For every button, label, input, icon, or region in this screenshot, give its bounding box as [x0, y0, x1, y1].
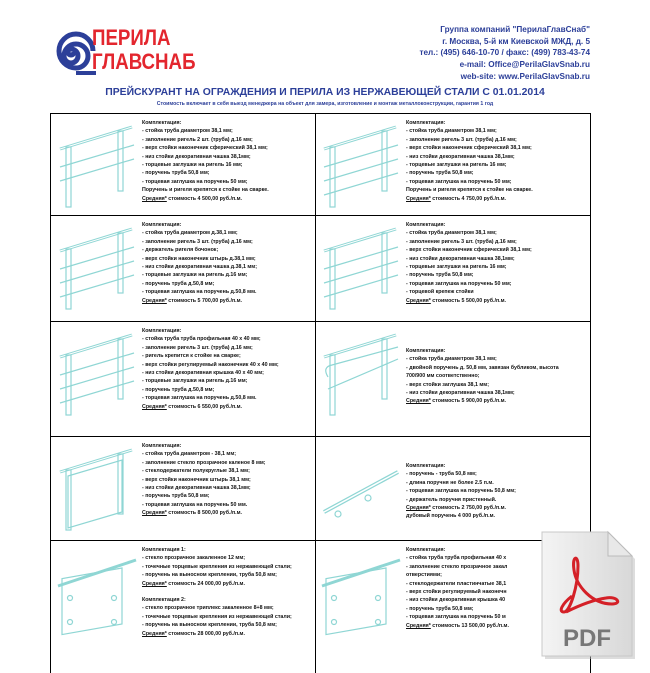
spec-line: - стойка труба диаметром 38,1 мм; — [406, 128, 497, 135]
spec-line: - стекло прозрачное триплекс закаленное 8+8 мм; — [142, 605, 274, 612]
price: Средняя* стоимость 24 000,00 руб./п.м. — [142, 580, 245, 587]
spec-line: - поручень на выносном креплении, труба 50,8 мм; — [142, 622, 277, 629]
railing-illustration — [54, 327, 140, 417]
spec-line: - заполнение ригель 3 шт. (труба) д.16 мм; — [406, 136, 517, 143]
spec-line: - заполнение ригель 2 шт. (труба) д.16 мм; — [142, 136, 253, 143]
spec-line: - точечные торцевые крепления из нержавеющей стали; — [142, 563, 292, 570]
railing-illustration — [318, 327, 404, 417]
spec-line: - поручень труба д.50,8 мм; — [142, 386, 215, 393]
spec-line: - поручень труба 50,8 мм; — [142, 170, 210, 177]
spec-line: - торцевой крепеж стойки — [406, 289, 474, 296]
spec-line: - торцевая заглушка на поручень 50 м — [406, 614, 506, 621]
spec-line: - заполнение стекло прозрачное закал — [406, 563, 508, 570]
spec-line: - верх стойки заглушка 38,1 мм; — [406, 381, 489, 388]
spec-line: - низ стойки декоративная чашка 38,1мм; — [406, 390, 515, 397]
price-extra: дубовый поручень 4 000 руб./п.м. — [406, 513, 495, 520]
railing-illustration — [54, 119, 140, 209]
spec-line: - стойка труба диаметром д.38,1 мм; — [142, 230, 238, 237]
logo-line1: ПЕРИЛА — [92, 25, 171, 50]
spec-heading: Комплектация: — [406, 120, 446, 126]
price: Средняя* стоимость 5 900,00 руб./п.м. — [406, 398, 507, 405]
product-spec — [406, 347, 578, 406]
product-spec — [142, 442, 314, 518]
spec-line: - стойка труба труба профильная 40 х — [406, 555, 507, 562]
spec-line: - верх стойки наконечник сферический 38,1 мм; — [142, 145, 268, 152]
spec-line: - торцевая заглушка на поручень 50 мм; — [142, 178, 248, 185]
railing-illustration — [318, 221, 404, 311]
spec-line: - точечные торцевые крепления из нержавеющей стали; — [142, 613, 292, 620]
spec-heading: Комплектация: — [142, 328, 182, 334]
product-spec — [406, 221, 578, 305]
price-2: Средняя* стоимость 28 000,00 руб./п.м. — [142, 630, 245, 637]
product-spec — [142, 119, 314, 203]
spiral-logo-icon — [52, 22, 96, 78]
spec-line: - поручень труба 50,8 мм; — [142, 493, 210, 500]
price: Средняя* стоимость 4 500,00 руб./п.м. — [142, 195, 243, 202]
email-link[interactable]: e-mail: Office@PerilaGlavSnab.ru — [459, 60, 590, 70]
price: Средняя* стоимость 2 750,00 руб./п.м. — [406, 505, 507, 512]
spec-line: - низ стойки декоративная чашка 38,1мм; — [142, 153, 251, 160]
railing-illustration — [54, 546, 140, 636]
spec-line: - низ стойки декоративная крышка 40 х 40 мм; — [142, 370, 264, 377]
spec-line: - торцевая заглушка на поручень 50,8 мм; — [406, 488, 516, 495]
spec-line: - заполнение ригель 3 шт. (труба) д.16 мм; — [406, 238, 517, 245]
spec-line: - торцевые заглушки на ригель д.16 мм; — [142, 272, 248, 279]
spec-line: - поручень на выносном креплении, труба 50,8 мм; — [142, 572, 277, 579]
spec-heading: Комплектация: — [142, 443, 182, 449]
spec-line: - длина поручня не более 2.5 п.м. — [406, 479, 494, 486]
railing-illustration — [318, 119, 404, 209]
spec-line: - низ стойки декоративная чашка д.38,1 мм; — [142, 264, 257, 271]
phone: тел.: (495) 646-10-70 / факс: (499) 783-43-74 — [419, 48, 590, 58]
website-link[interactable]: web-site: www.PerilaGlavSnab.ru — [460, 71, 590, 81]
spec-heading: Комплектация: — [406, 547, 446, 553]
railing-illustration — [318, 442, 404, 532]
spec-line: - низ стойки декоративная крышка 40 — [406, 597, 506, 604]
address: г. Москва, 5-й км Киевской МЖД, д. 5 — [442, 36, 590, 46]
spec-line: - стойка труба диаметром 38,1 мм; — [406, 230, 497, 237]
spec-line: - низ стойки декоративная чашка 38,1мм; — [142, 485, 251, 492]
price: Средняя* стоимость 4 750,00 руб./п.м. — [406, 195, 507, 202]
spec-heading: Комплектация 1: — [142, 547, 186, 553]
spec-line: - верх стойки наконечник штырь д.38,1 мм; — [142, 255, 256, 262]
railing-illustration — [318, 546, 404, 636]
spec-line: - заполнение ригель 3 шт. (труба) д.16 мм; — [142, 238, 253, 245]
spec-line: - поручень - труба 50,8 мм; — [406, 471, 477, 478]
spec-heading: Комплектация: — [406, 463, 446, 469]
pdf-icon[interactable] — [532, 526, 640, 662]
spec-line: - стеклодержатели полукруглые 38,1 мм; — [142, 468, 250, 475]
spec-line: - держатель поручня пристенный. — [406, 496, 497, 503]
spec-line: - стойка труба диаметром 38,1 мм; — [406, 356, 497, 363]
spec-line: - стойка труба диаметром 38,1 мм; — [142, 128, 233, 135]
spec-line: - ригель крепится к стойке на сварке; — [142, 353, 241, 360]
spec-line: - заполнение ригель 3 шт. (труба) д.16 мм; — [142, 344, 253, 351]
spec-line: - верх стойки регулируемый наконечник 40 х 40 мм; — [142, 361, 279, 368]
spec-line: Поручень и ригеля крепятся к стойке на сварке. — [406, 187, 533, 194]
product-spec — [142, 327, 314, 411]
spec-line: - поручень труба 50,8 мм; — [406, 605, 474, 612]
spec-line: - торцевая заглушка на поручень 50 мм; — [406, 280, 512, 287]
railing-illustration — [54, 442, 140, 532]
spec-line: - торцевая заглушка на поручень д.50,8 мм. — [142, 289, 257, 296]
spec-line: - низ стойки декоративная чашка 38,1мм; — [406, 255, 515, 262]
product-spec — [406, 119, 578, 203]
product-spec — [142, 546, 314, 638]
product-spec — [406, 462, 578, 521]
spec-line: - стойка труба диаметром - 38,1 мм; — [142, 451, 237, 458]
product-spec — [142, 221, 314, 305]
spec-heading: Комплектация: — [142, 120, 182, 126]
spec-line: - поручень труба д.50,8 мм; — [142, 280, 215, 287]
spec-line: - заполнение стекло прозрачное каленое 8 мм; — [142, 459, 266, 466]
spec-line: - стойка труба труба профильная 40 х 40 мм; — [142, 336, 261, 343]
spec-line: - торцевые заглушки на ригель д.16 мм; — [142, 378, 248, 385]
price: Средняя* стоимость 6 550,00 руб./п.м. — [142, 403, 243, 410]
spec-line: - верх стойки регулируемый наконечн — [406, 589, 507, 596]
spec-line: - торцевая заглушка на поручень д.50,8 мм. — [142, 395, 257, 402]
spec-line: - двойной поручень д. 50,8 мм, завязан бубликом, высота 700/900 мм соответственно; — [406, 364, 559, 380]
spec-line: отверстиями; — [406, 572, 442, 579]
spec-line: Поручень и ригеля крепятся к стойке на сварке. — [142, 187, 269, 194]
spec-line: - стеклодержатели пластинчатые 38,1 — [406, 580, 507, 587]
spec-heading: Комплектация: — [406, 348, 446, 354]
price: Средняя* стоимость 5 700,00 руб./п.м. — [142, 297, 243, 304]
price: Средняя* стоимость 5 500,00 руб./п.м. — [406, 297, 507, 304]
company-logo — [52, 22, 196, 78]
spec-line: - торцевые заглушки на ригель 16 мм; — [406, 162, 507, 169]
spec-line: - торцевые заглушки на ригель 16 мм; — [142, 162, 243, 169]
spec-line: - держатель ригеля бочонок; — [142, 247, 219, 254]
page-subtitle: Стоимость включает в себя выезд менеджера на объект для замера, изготовление и монтаж металлоконструкции, гарантия 1 год — [156, 101, 494, 107]
spec-line: - низ стойки декоративная чашка 38,1мм; — [406, 153, 515, 160]
spec-line: - торцевые заглушки на ригель 16 мм; — [406, 264, 507, 271]
spec-line: - верх стойки наконечник штырь 38,1 мм; — [142, 476, 251, 483]
price: Средняя* стоимость 8 500,00 руб./п.м. — [142, 510, 243, 517]
logo-line2: ГЛАВСНАБ — [92, 49, 196, 74]
spec-heading: Комплектация: — [142, 222, 182, 228]
price: Средняя* стоимость 13 500,00 руб./п.м. — [406, 622, 509, 629]
spec-line: - торцевая заглушка на поручень 50 мм; — [406, 178, 512, 185]
spec-line: - торцевая заглушка на поручень 50 мм. — [142, 501, 248, 508]
page-title: ПРЕЙСКУРАНТ НА ОГРАЖДЕНИЯ И ПЕРИЛА ИЗ НЕРЖАВЕЮЩЕЙ СТАЛИ С 01.01.2014 — [105, 87, 545, 98]
contacts-block — [419, 24, 590, 83]
pdf-label: PDF — [563, 625, 611, 652]
spec-line: - поручень труба 50,8 мм; — [406, 170, 474, 177]
spec-line: - поручень труба 50,8 мм; — [406, 272, 474, 279]
railing-illustration — [54, 221, 140, 311]
spec-heading: Комплектация: — [406, 222, 446, 228]
spec-heading-2: Комплектация 2: — [142, 597, 186, 604]
spec-line: - верх стойки наконечник сферический 38,1 мм; — [406, 145, 532, 152]
spec-line: - стекло прозрачное закаленное 12 мм; — [142, 555, 246, 562]
spec-line: - верх стойки наконечник сферический 38,1 мм; — [406, 247, 532, 254]
company-name: Группа компаний "ПерилаГлавСнаб" — [440, 25, 590, 34]
